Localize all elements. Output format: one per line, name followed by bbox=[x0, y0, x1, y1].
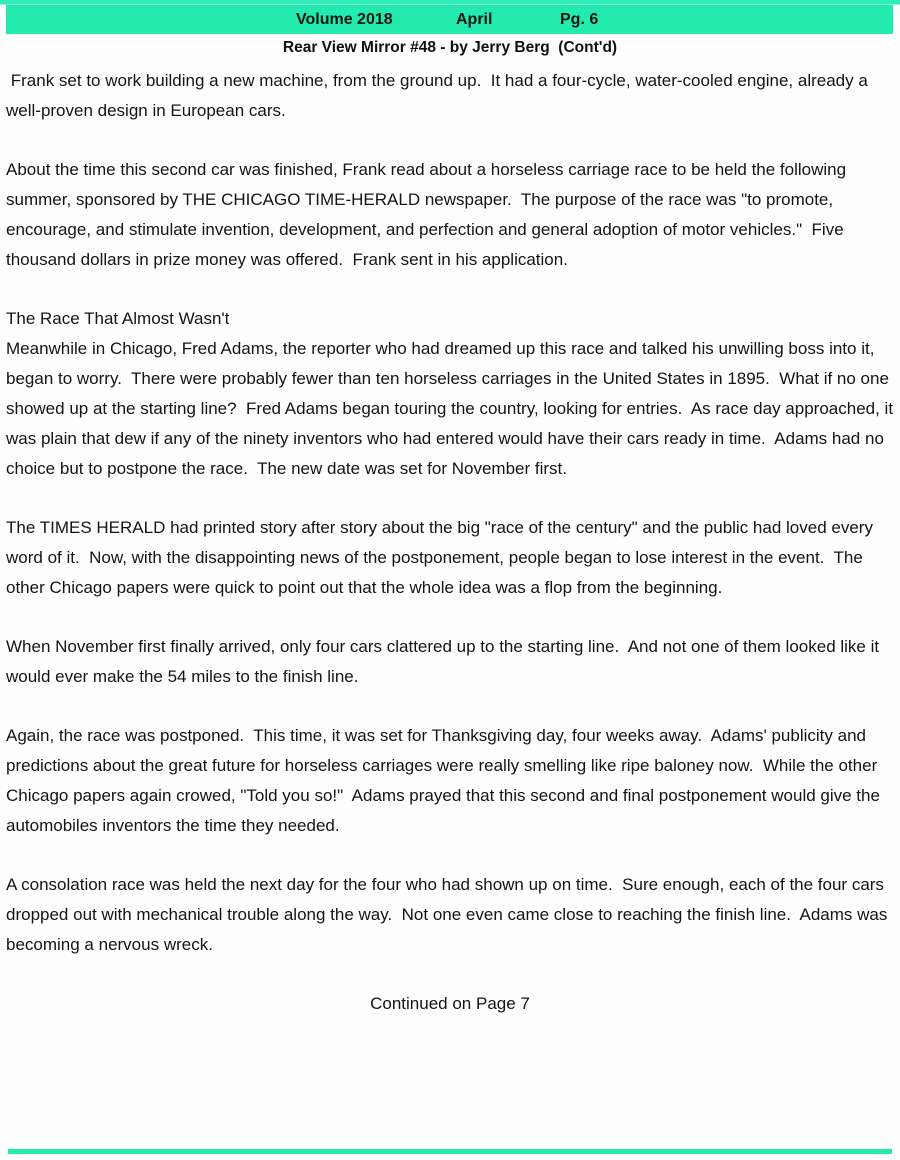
bottom-edge-bar bbox=[8, 1149, 892, 1154]
page-number-label: Pg. 6 bbox=[560, 10, 599, 28]
article-title: Rear View Mirror #48 - by Jerry Berg (Cont'd) bbox=[282, 39, 618, 56]
paragraph-times-herald-stories: The TIMES HERALD had printed story after story about the big "race of the century" and the public had loved every word of it. Now, with the disappointing news of the postponement, people began to lose interest in the event. The other Chicago papers were quick to point out that the whole idea was a flop from the beginning. bbox=[6, 518, 878, 597]
paragraph-frank-machine: Frank set to work building a new machine, from the ground up. It had a four-cycle, water-cooled engine, already a well-proven design in European cars. bbox=[6, 71, 873, 120]
volume-label: Volume 2018 bbox=[296, 10, 393, 28]
paragraph-consolation-race: A consolation race was held the next day for the four who had shown up on time. Sure enough, each of the four cars dropped out with mechanical trouble along the way. Not one even came close to reaching the finish line. Adams was becoming a nervous wreck. bbox=[6, 875, 893, 954]
paragraph-fred-adams-worry: Meanwhile in Chicago, Fred Adams, the reporter who had dreamed up this race and talked his unwilling boss into it, began to worry. There were probably fewer than ten horseless carriages in the United States in 1895. What if no one showed up at the starting line? Fred Adams began touring the country, looking for entries. As race day approached, it was plain that dew if any of the ninety inventors who had entered would have their cars ready in time. Adams had no choice but to postpone the race. The new date was set for November first. bbox=[6, 339, 898, 478]
month-label: April bbox=[456, 10, 493, 28]
paragraph-november-first: When November first finally arrived, only four cars clattered up to the starting line. And not one of them looked like it would ever make the 54 miles to the finish line. bbox=[6, 637, 884, 686]
paragraph-race-announcement: About the time this second car was finished, Frank read about a horseless carriage race to be held the following summer, sponsored by THE CHICAGO TIME-HERALD newspaper. The purpose of the race was "to promote, encourage, and stimulate invention, development, and perfection and general adoption of motor vehicles." Five thousand dollars in prize money was offered. Frank sent in his application. bbox=[6, 160, 851, 269]
article-body bbox=[6, 66, 898, 1019]
section-heading: The Race That Almost Wasn't bbox=[6, 309, 230, 328]
paragraph-second-postponement: Again, the race was postponed. This time, it was set for Thanksgiving day, four weeks away. Adams' publicity and predictions about the great future for horseless carriages were really smelling like ripe baloney now. While the other Chicago papers again crowed, "Told you so!" Adams prayed that this second and final postponement would give the automobiles inventors the time they needed. bbox=[6, 726, 885, 835]
header-bar bbox=[6, 5, 893, 34]
section-race-that-almost-wasnt bbox=[6, 304, 898, 484]
continued-note: Continued on Page 7 bbox=[370, 994, 530, 1013]
